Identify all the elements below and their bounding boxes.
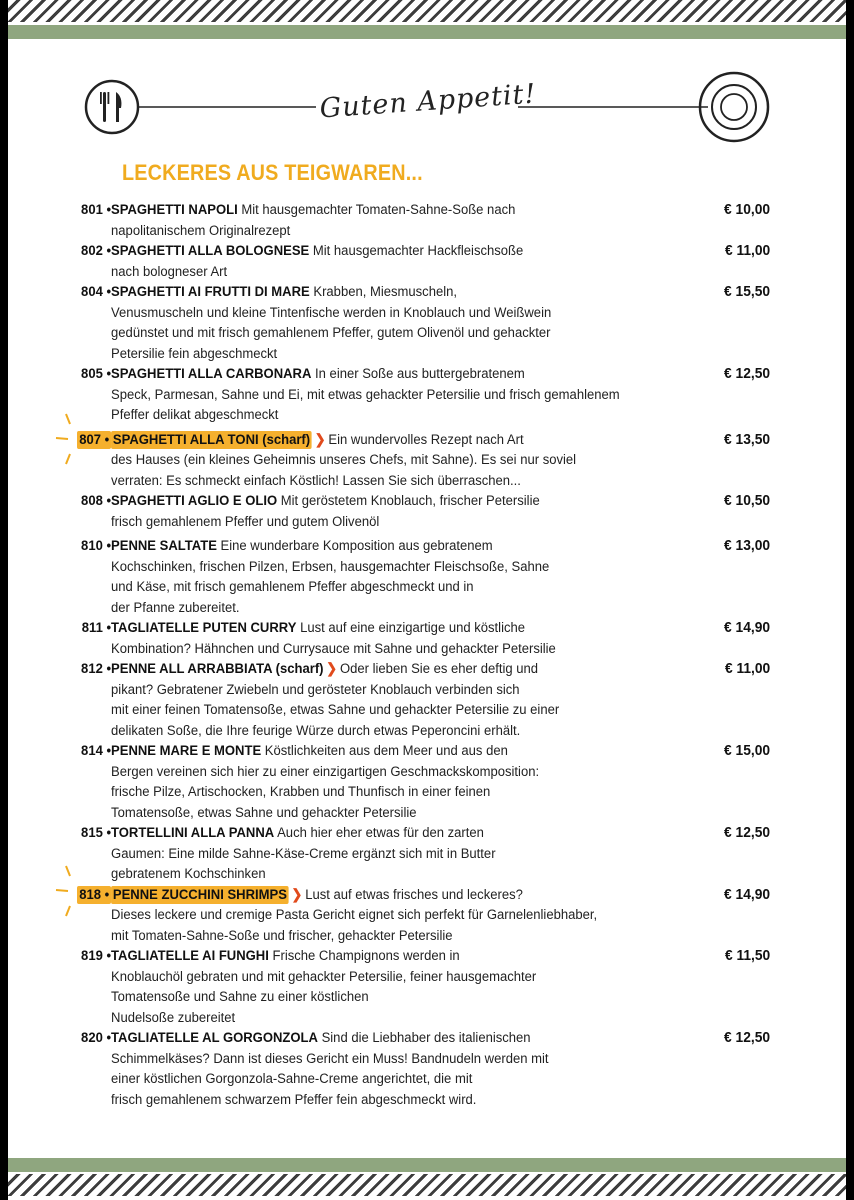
item-description-line: pikant? Gebratener Zwiebeln und gerösteter Knoblauch verbinden sich (111, 681, 520, 698)
item-description: Krabben, Miesmuscheln, (313, 284, 458, 300)
item-name: TAGLIATELLE PUTEN CURRY (111, 620, 297, 636)
item-number: 805 • (81, 366, 112, 382)
menu-page (8, 0, 846, 1200)
item-price: € 10,00 (723, 201, 770, 218)
menu-items-list (8, 200, 846, 1110)
item-number: 802 • (81, 243, 112, 259)
guten-appetit-script: Guten Appetit! (318, 78, 538, 125)
item-price: € 12,50 (723, 824, 770, 841)
item-description-line: der Pfanne zubereitet. (111, 599, 240, 616)
menu-item-header-line (8, 200, 779, 221)
item-name: SPAGHETTI NAPOLI (111, 202, 238, 218)
menu-item (8, 282, 846, 364)
item-number: 810 • (81, 538, 112, 554)
menu-item-header-line (8, 364, 779, 385)
item-description: Lust auf eine einzigartige und köstliche (300, 620, 526, 636)
item-description-line: Pfeffer delikat abgeschmeckt (111, 407, 279, 423)
menu-item (8, 946, 846, 1028)
menu-item (8, 885, 846, 947)
item-description-line: delikaten Soße, die Ihre feurige Würze durch etwas Peperoncini erhält. (111, 722, 521, 739)
menu-item-header-line (8, 536, 779, 557)
item-name: TAGLIATELLE AL GORGONZOLA (111, 1030, 318, 1046)
item-number: 804 • (81, 284, 112, 300)
item-description-line: frische Pilze, Artischocken, Krabben und Thunfisch in einer feinen (111, 784, 491, 800)
item-description-line: Petersilie fein abgeschmeckt (111, 345, 278, 362)
bottom-green-band (8, 1158, 846, 1172)
item-number: 820 • (81, 1030, 112, 1046)
item-description: Köstlichkeiten aus dem Meer und aus den (264, 743, 508, 759)
item-description: Frische Champignons werden in (272, 948, 460, 964)
spicy-marker-icon: ❯ (314, 431, 326, 448)
item-description-line: Kombination? Hähnchen und Currysauce mit Sahne und gehackter Petersilie (111, 640, 556, 657)
menu-item-header-line (8, 885, 779, 906)
item-description: In einer Soße aus buttergebratenem (315, 366, 525, 382)
item-name: SPAGHETTI ALLA TONI (scharf) (112, 431, 311, 448)
item-name: PENNE SALTATE (111, 538, 217, 554)
item-description-line: napolitanischem Originalrezept (111, 222, 291, 239)
item-price: € 10,50 (723, 492, 770, 509)
item-description-line: frisch gemahlenem Pfeffer und gutem Olivenöl (111, 513, 380, 530)
menu-item-header-line (8, 491, 779, 512)
item-number: 815 • (81, 825, 112, 841)
menu-item (8, 536, 846, 618)
menu-item (8, 659, 846, 741)
item-description-line: Knoblauchöl gebraten und mit gehackter Petersilie, feiner hausgemachter (111, 968, 537, 985)
top-stripe-border (8, 0, 846, 22)
item-name: SPAGHETTI AI FRUTTI DI MARE (111, 284, 310, 300)
item-description-line: gedünstet und mit frisch gemahlenem Pfeffer, gutem Olivenöl und gehackter (111, 325, 551, 341)
item-description: Auch hier eher etwas für den zarten (277, 825, 484, 841)
item-price: € 14,90 (723, 885, 770, 903)
item-description: Mit hausgemachter Hackfleischsoße (312, 243, 524, 259)
item-price: € 12,50 (723, 1029, 770, 1046)
item-price: € 13,50 (723, 430, 770, 448)
item-price: € 15,00 (723, 742, 770, 759)
item-name: TORTELLINI ALLA PANNA (111, 825, 275, 841)
item-name: PENNE ZUCCHINI SHRIMPS (112, 886, 287, 903)
section-title: LECKERES AUS TEIGWAREN... (122, 160, 423, 185)
item-description-line: Bergen vereinen sich hier zu einer einzigartigen Geschmackskomposition: (111, 763, 540, 780)
item-description-line: einer köstlichen Gorgonzola-Sahne-Creme angerichtet, die mit (111, 1071, 473, 1087)
menu-item-header-line (8, 618, 779, 639)
menu-item (8, 200, 846, 241)
item-name: SPAGHETTI AGLIO E OLIO (111, 493, 278, 509)
menu-item-header-line (8, 741, 779, 762)
item-name: SPAGHETTI ALLA BOLOGNESE (111, 243, 310, 259)
item-number: 812 • (81, 661, 112, 677)
item-description-line: frisch gemahlenem schwarzem Pfeffer fein abgeschmeckt wird. (111, 1091, 477, 1108)
item-description-line: Gaumen: Eine milde Sahne-Käse-Creme ergänzt sich mit in Butter (111, 845, 496, 862)
item-description-line: Venusmuscheln und kleine Tintenfische werden in Knoblauch und Weißwein (111, 304, 552, 321)
item-description: Mit geröstetem Knoblauch, frischer Petersilie (280, 493, 540, 509)
item-price: € 15,50 (723, 283, 770, 300)
item-description-line: des Hauses (ein kleines Geheimnis unseres Chefs, mit Sahne). Es sei nur soviel (111, 452, 577, 468)
item-description: Ein wundervolles Rezept nach Art (328, 431, 524, 448)
item-description: Oder lieben Sie es eher deftig und (339, 661, 539, 677)
item-description-line: mit Tomaten-Sahne-Soße und frischer, gehackter Petersilie (111, 927, 453, 944)
menu-item (8, 741, 846, 823)
item-description-line: nach bologneser Art (111, 263, 228, 280)
item-number: 807 • (79, 431, 110, 448)
menu-item (8, 364, 846, 426)
item-description-line: mit einer feinen Tomatensoße, etwas Sahne und gehackter Petersilie zu einer (111, 702, 560, 718)
item-price: € 14,90 (723, 619, 770, 636)
item-number: 818 • (79, 886, 110, 903)
item-price: € 12,50 (723, 365, 770, 382)
menu-item-header-line (8, 823, 779, 844)
item-name: PENNE MARE E MONTE (111, 743, 262, 759)
item-description-line: Nudelsoße zubereitet (111, 1009, 236, 1026)
item-name: SPAGHETTI ALLA CARBONARA (111, 366, 312, 382)
menu-item-header-line (8, 282, 779, 303)
item-description: Sind die Liebhaber des italienischen (321, 1030, 531, 1046)
item-description-line: und Käse, mit frisch gemahlenem Pfeffer abgeschmeckt und in (111, 579, 474, 595)
menu-item-header-line (8, 430, 779, 451)
item-description: Mit hausgemachter Tomaten-Sahne-Soße nach (241, 202, 516, 218)
item-number: 819 • (81, 948, 112, 964)
menu-item (8, 823, 846, 885)
menu-item (8, 491, 846, 532)
spicy-marker-icon: ❯ (291, 886, 303, 903)
item-description-line: verraten: Es schmeckt einfach Köstlich! Lassen Sie sich überraschen... (111, 472, 521, 489)
item-price: € 13,00 (723, 537, 770, 554)
menu-item (8, 430, 846, 492)
menu-item (8, 618, 846, 659)
item-description: Eine wunderbare Komposition aus gebratenem (220, 538, 493, 554)
spicy-marker-icon: ❯ (326, 661, 338, 677)
bottom-stripe-border (8, 1174, 846, 1196)
item-description-line: Dieses leckere und cremige Pasta Gericht eignet sich perfekt für Garnelenliebhaber, (111, 907, 598, 923)
fork-knife-icon (86, 81, 138, 133)
item-number: 811 • (81, 620, 112, 636)
item-description-line: Speck, Parmesan, Sahne und Ei, mit etwas gehackter Petersilie und frisch gemahlenem (111, 386, 620, 403)
menu-item-header-line (8, 241, 779, 262)
item-number: 814 • (81, 743, 112, 759)
menu-item-header-line (8, 1028, 779, 1049)
menu-item (8, 1028, 846, 1110)
item-description-line: Kochschinken, frischen Pilzen, Erbsen, hausgemachter Fleischsoße, Sahne (111, 558, 550, 575)
item-description-line: gebratenem Kochschinken (111, 866, 266, 882)
item-description-line: Tomatensoße und Sahne zu einer köstlichen (111, 989, 369, 1005)
item-price: € 11,50 (724, 947, 770, 964)
menu-item-header-line (8, 946, 779, 967)
item-number: 801 • (81, 202, 112, 218)
item-price: € 11,00 (724, 660, 770, 677)
item-name: PENNE ALL ARRABBIATA (scharf) (111, 661, 324, 677)
item-price: € 11,00 (724, 242, 770, 259)
top-green-band (8, 25, 846, 39)
item-number: 808 • (81, 493, 112, 509)
item-description: Lust auf etwas frisches und leckeres? (305, 886, 523, 903)
item-description-line: Tomatensoße, etwas Sahne und gehackter Petersilie (111, 804, 417, 821)
item-description-line: Schimmelkäses? Dann ist dieses Gericht ein Muss! Bandnudeln werden mit (111, 1050, 549, 1067)
plate-icon (700, 73, 768, 141)
menu-item-header-line (8, 659, 779, 680)
item-name: TAGLIATELLE AI FUNGHI (111, 948, 269, 964)
menu-item (8, 241, 846, 282)
